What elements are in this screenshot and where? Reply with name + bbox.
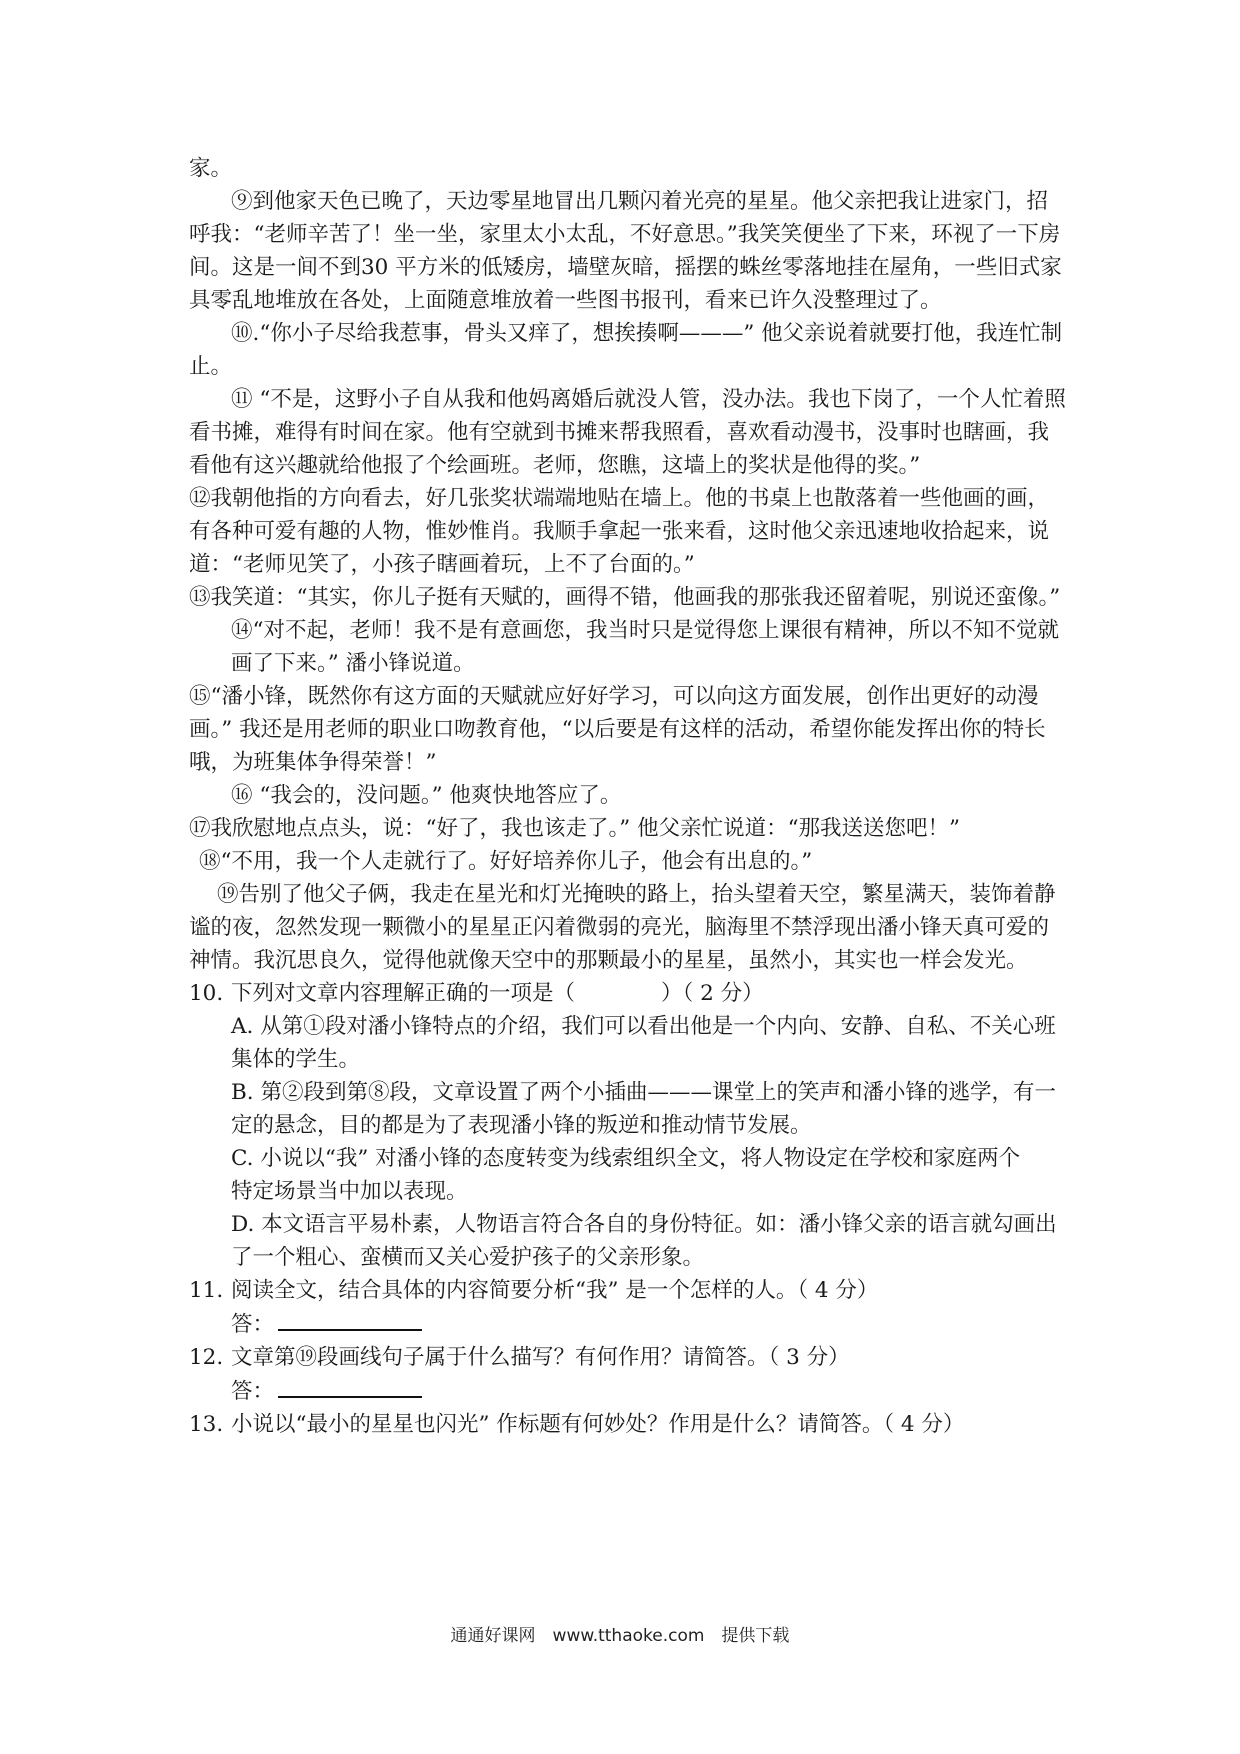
answer-blank[interactable] [278,1307,422,1331]
question-11 [189,1274,1069,1307]
question-13 [189,1408,1069,1441]
paragraph-continuation: 家。 [189,156,233,181]
paragraph-11: ⑪ “不是，这野小子自从我和他妈离婚后就没人管，没办法。我也下岗了，一个人忙着照看书摊，难得有时间在家。他有空就到书摊来帮我照看，喜欢看动漫书，没事时也瞎画，我看他有这兴趣就给他报了个绘画班。老师，您瞧，这墙上的奖状是他得的奖。” [189,387,1066,478]
paragraph-19: ⑲告别了他父子俩，我走在星光和灯光掩映的路上，抬头望着天空，繁星满天，装饰着静谧的夜，忽然发现一颗微小的星星正闪着微弱的亮光，脑海里不禁浮现出潘小锋天真可爱的神情。我沉思良久，觉得他就像天空中的那颗最小的星星，虽然小，其实也一样会发光。 [189,882,1056,973]
story-text [189,152,1069,1441]
question-number: 13. [189,1412,224,1437]
option-c-line1: C. 小说以“我” 对潘小锋的态度转变为线索组织全文，将人物设定在学校和家庭两个 [231,1146,1021,1171]
question-12 [189,1341,1069,1374]
answer-line-11 [189,1307,1069,1341]
option-a: A. 从第①段对潘小锋特点的介绍，我们可以看出他是一个内向、安静、自私、不关心班集体的学生。 [231,1014,1056,1072]
question-text: 下列对文章内容理解正确的一项是（ ）（ 2 分） [231,981,764,1006]
paragraph-10: ⑩.“你小子尽给我惹事，骨头又痒了，想挨揍啊———” 他父亲说着就要打他，我连忙制止。 [189,321,1063,379]
question-number: 10. [189,981,224,1006]
page-footer: 通通好课网 www.tthaoke.com 提供下载 [450,1626,790,1646]
option-b-line2: 定的悬念，目的都是为了表现潘小锋的叛逆和推动情节发展。 [231,1113,812,1138]
paragraph-14: ⑭“对不起，老师！我不是有意画您，我当时只是觉得您上课很有精神，所以不知不觉就画了下来。” 潘小锋说道。 [231,618,1059,676]
paragraph-12: ⑫我朝他指的方向看去，好几张奖状端端地贴在墙上。他的书桌上也散落着一些他画的画，有各种可爱有趣的人物，惟妙惟肖。我顺手拿起一张来看，这时他父亲迅速地收拾起来，说道：“老师见笑了，小孩子瞎画着玩，上不了台面的。” [189,486,1050,577]
option-b-line1: B. 第②段到第⑧段，文章设置了两个小插曲———课堂上的笑声和潘小锋的逃学，有一 [231,1080,1056,1105]
answer-label: 答： [231,1379,275,1404]
paragraph-18: ⑱“不用，我一个人走就行了。好好培养你儿子，他会有出息的。” [199,849,813,874]
answer-line-12 [189,1374,1069,1408]
paragraph-17: ⑰我欣慰地点点头，说：“好了，我也该走了。” 他父亲忙说道：“那我送送您吧！” [189,816,961,841]
option-d: D. 本文语言平易朴素，人物语言符合各自的身份特征。如：潘小锋父亲的语言就勾画出了一个粗心、蛮横而又关心爱护孩子的父亲形象。 [231,1212,1057,1270]
paragraph-13: ⑬我笑道：“其实，你儿子挺有天赋的，画得不错，他画我的那张我还留着呢，别说还蛮像。” [189,585,1061,610]
answer-blank[interactable] [278,1374,422,1398]
question-10 [189,977,1069,1010]
question-text: 阅读全文，结合具体的内容简要分析“我” 是一个怎样的人。（ 4 分） [231,1278,879,1303]
question-number: 12. [189,1345,224,1370]
question-number: 11. [189,1278,224,1303]
paragraph-16: ⑯ “我会的，没问题。” 他爽快地答应了。 [231,783,622,808]
option-c-line2: 特定场景当中加以表现。 [231,1179,468,1204]
question-text: 文章第⑲段画线句子属于什么描写？有何作用？请简答。（ 3 分） [231,1345,850,1370]
paragraph-15: ⑮“潘小锋，既然你有这方面的天赋就应好好学习，可以向这方面发展，创作出更好的动漫画。” 我还是用老师的职业口吻教育他，“以后要是有这样的活动，希望你能发挥出你的特长哦，为班集体争得荣誉！” [189,684,1046,775]
answer-label: 答： [231,1312,275,1337]
question-text: 小说以“最小的星星也闪光” 作标题有何妙处？作用是什么？请简答。（ 4 分） [231,1412,965,1437]
paragraph-9: ⑨到他家天色已晚了，天边零星地冒出几颗闪着光亮的星星。他父亲把我让进家门，招呼我：“老师辛苦了！坐一坐，家里太小太乱，不好意思。”我笑笑便坐了下来，环视了一下房间。这是一间不到30 平方米的低矮房，墙壁灰暗，摇摆的蛛丝零落地挂在屋角，一些旧式家具零乱地堆放在各处，上面随意堆放着一些图书报刊，看来已许久没整理过了。 [189,189,1062,313]
